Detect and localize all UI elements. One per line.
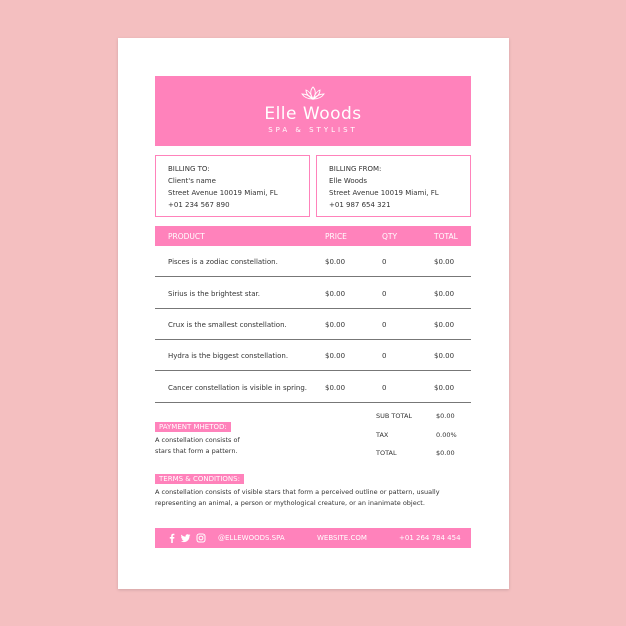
row-price: $0.00: [325, 321, 346, 329]
footer-website[interactable]: WEBSITE.COM: [317, 534, 367, 542]
terms-line-1: A constellation consists of visible stars that form a perceived outline or pattern, usually: [155, 488, 440, 496]
terms-line-2: representing an animal, a person or mythological creature, or an inanimate object.: [155, 499, 425, 507]
header-product: PRODUCT: [168, 232, 205, 241]
brand-subtitle: SPA & STYLIST: [268, 126, 358, 134]
row-qty: 0: [382, 258, 387, 266]
billing-from-name: Elle Woods: [329, 177, 368, 185]
row-qty: 0: [382, 352, 387, 360]
subtotal-label: SUB TOTAL: [376, 412, 413, 420]
footer-phone: +01 264 784 454: [399, 534, 461, 542]
billing-to-phone: +01 234 567 890: [168, 201, 230, 209]
row-product: Pisces is a zodiac constellation.: [168, 258, 278, 266]
row-total: $0.00: [434, 258, 455, 266]
header-total: TOTAL: [434, 232, 458, 241]
row-total: $0.00: [434, 321, 455, 329]
row-price: $0.00: [325, 290, 346, 298]
invoice-footer: [155, 528, 471, 548]
payment-line-2: stars that form a pattern.: [155, 447, 238, 455]
terms-text: [155, 487, 440, 509]
billing-to-box: [155, 155, 310, 217]
lotus-icon: [301, 85, 325, 101]
row-price: $0.00: [325, 258, 346, 266]
row-price: $0.00: [325, 352, 346, 360]
brand-name: Elle Woods: [264, 104, 362, 124]
billing-from-phone: +01 987 654 321: [329, 201, 391, 209]
facebook-icon[interactable]: [167, 533, 177, 543]
billing-to-label: BILLING TO:: [168, 165, 210, 173]
payment-method-text: [155, 435, 240, 457]
row-product: Sirius is the brightest star.: [168, 290, 261, 298]
tax-label: TAX: [376, 431, 389, 439]
header-price: PRICE: [325, 232, 347, 241]
tax-line: [376, 431, 457, 439]
row-total: $0.00: [434, 352, 455, 360]
row-product: Cancer constellation is visible in spring.: [168, 384, 307, 392]
invoice-page: [118, 38, 509, 589]
subtotal-line: [376, 412, 455, 420]
billing-to-address: Street Avenue 10019 Miami, FL: [168, 189, 278, 197]
row-qty: 0: [382, 321, 387, 329]
table-row: [155, 246, 471, 277]
instagram-icon[interactable]: [196, 533, 206, 543]
header-qty: QTY: [382, 232, 398, 241]
terms-label: TERMS & CONDITIONS:: [155, 474, 244, 484]
table-row: [155, 340, 471, 371]
invoice-header: [155, 76, 471, 146]
subtotal-value: $0.00: [436, 412, 455, 420]
row-total: $0.00: [434, 384, 455, 392]
table-row: [155, 309, 471, 340]
tax-value: 0.00%: [436, 431, 457, 439]
payment-method-label: PAYMENT MHETOD:: [155, 422, 231, 432]
payment-line-1: A constellation consists of: [155, 436, 240, 444]
total-line: [376, 449, 455, 457]
row-qty: 0: [382, 290, 387, 298]
row-product: Crux is the smallest constellation.: [168, 321, 287, 329]
table-row: [155, 372, 471, 403]
row-qty: 0: [382, 384, 387, 392]
total-label: TOTAL: [376, 449, 397, 457]
billing-from-label: BILLING FROM:: [329, 165, 382, 173]
billing-from-box: [316, 155, 471, 217]
row-total: $0.00: [434, 290, 455, 298]
table-row: [155, 278, 471, 309]
twitter-icon[interactable]: [181, 533, 191, 543]
row-product: Hydra is the biggest constellation.: [168, 352, 289, 360]
table-header: [155, 226, 471, 246]
row-price: $0.00: [325, 384, 346, 392]
billing-to-name: Client's name: [168, 177, 216, 185]
footer-social-handle[interactable]: @ELLEWOODS.SPA: [218, 534, 285, 542]
total-value: $0.00: [436, 449, 455, 457]
billing-from-address: Street Avenue 10019 Miami, FL: [329, 189, 439, 197]
